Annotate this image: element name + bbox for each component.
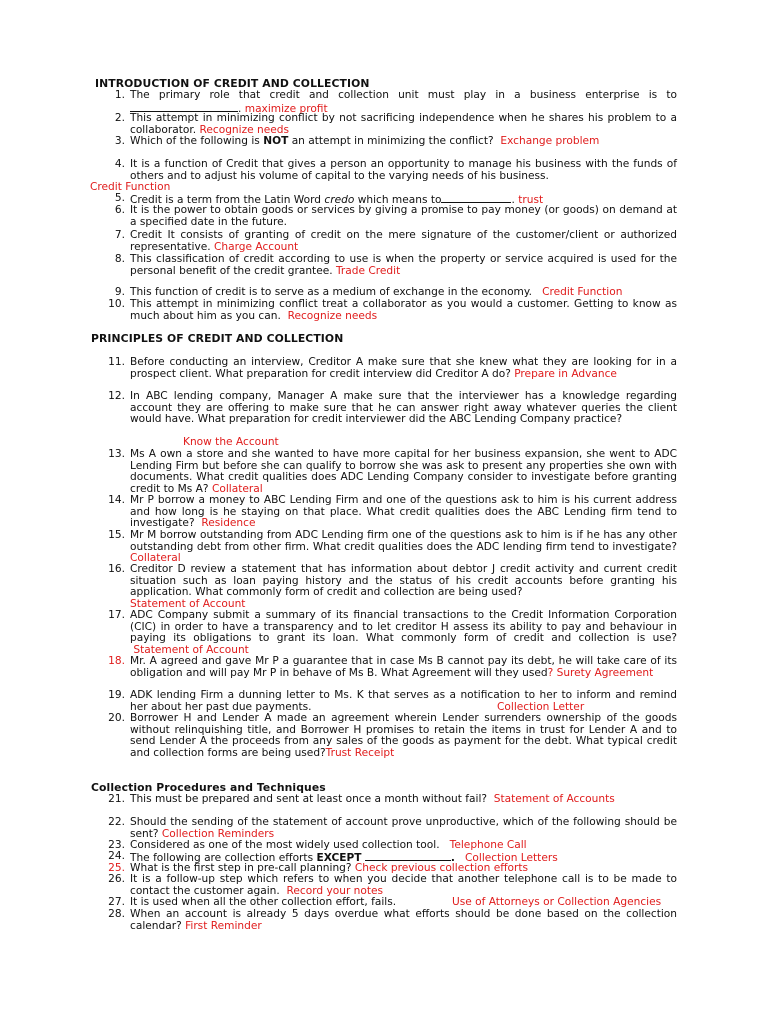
question-text: Ms A own a store and she wanted to have more capital for her business expansion, she went to ADC Lending Firm but before she can qualify to borrow she was ask to present any properties she own with documents. What credit qualities does ADC Lending Company consider to investigate before granting credit to Ms A?	[130, 448, 677, 495]
item-number: 19.	[108, 689, 125, 701]
section-heading-principles: PRINCIPLES OF CREDIT AND COLLECTION	[91, 332, 344, 345]
question-item	[114, 204, 677, 228]
question-item	[114, 229, 677, 253]
item-number: 7.	[114, 229, 125, 241]
item-number: 1.	[114, 89, 125, 101]
item-number: 21.	[108, 793, 125, 805]
question-text: It is a follow-up step which refers to when you decide that another telephone call is to be made to contact the customer again.	[130, 873, 677, 897]
question-text: It is used when all the other collection effort, fails.	[130, 896, 397, 908]
question-item	[114, 158, 677, 182]
answer-text: Collection Letters	[465, 852, 558, 864]
question-text: Credit is a term from the Latin Word	[130, 194, 322, 206]
item-number: 15.	[108, 529, 125, 541]
question-text: In ABC lending company, Manager A make sure that the interviewer has a knowledge regarding account they are offering to make sure that he can answer right away whatever queries the client would have. What preparation for credit interviewer did the ABC Lending Company practice?	[130, 390, 677, 426]
question-text: Mr P borrow a money to ABC Lending Firm and one of the questions ask to him is his current address and how long is he staying on that place. What credit qualities does the ABC Lending firm tend to investigate?	[130, 494, 677, 530]
item-number: 10.	[108, 298, 125, 310]
item-number: 18.	[108, 655, 125, 667]
item-number: 6.	[114, 204, 125, 216]
question-text: When an account is already 5 days overdue what efforts should be done based on the collection calendar?	[130, 908, 677, 932]
answer-text: maximize profit	[244, 102, 328, 115]
question-item: 1. The primary role that credit and collection unit must play in a business enterprise is to . maximize profit	[130, 90, 677, 115]
question-text: Considered as one of the most widely used collection tool.	[130, 839, 440, 851]
question-text: This attempt in minimizing conflict treat a collaborator as you would a customer. Getting to know as much about him as you can.	[130, 298, 677, 322]
answer-text: First Reminder	[185, 919, 262, 932]
answer-text: Telephone Call	[449, 839, 527, 851]
question-item	[108, 655, 677, 679]
item-number: 14.	[108, 494, 125, 506]
answer-text: Record your notes	[286, 884, 384, 897]
question-text: an attempt in minimizing the conflict?	[291, 135, 494, 147]
question-text: Mr M borrow outstanding from ADC Lending firm one of the questions ask to him is if he has any other outstanding debt from other firm. What credit qualities does the ADC lending firm tend to investigate?	[130, 529, 677, 553]
answer-text: Check previous collection efforts	[354, 862, 529, 874]
question-text: This attempt in minimizing conflict by not sacrificing independence when he shares his problem to a collaborator.	[130, 112, 677, 136]
question-item	[108, 873, 677, 897]
question-item	[114, 286, 677, 299]
question-text: This must be prepared and sent at least once a month without fail?	[130, 793, 488, 805]
section-heading-procedures: Collection Procedures and Techniques	[91, 781, 326, 794]
question-emphasis: NOT	[263, 135, 289, 147]
question-text: which means to	[357, 194, 442, 206]
question-item	[108, 356, 677, 380]
answer-text: Collateral	[211, 482, 263, 495]
answer-text: Collateral	[130, 552, 181, 565]
question-item	[108, 839, 677, 852]
answer-text: Exchange problem	[500, 135, 600, 147]
item-number: 16.	[108, 563, 125, 575]
question-text: The primary role that credit and collection unit must play in a business enterprise is to	[130, 89, 677, 101]
answer-blank	[441, 193, 511, 203]
question-item	[108, 390, 677, 426]
answer-text: ? Surety Agreement	[547, 666, 654, 679]
question-item	[108, 689, 677, 713]
question-item	[108, 793, 677, 806]
item-number: 11.	[108, 356, 125, 368]
answer-text: trust	[518, 194, 544, 206]
answer-text: Statement of Account	[133, 643, 249, 656]
answer-blank	[365, 851, 451, 861]
answer-text: Know the Account	[183, 436, 279, 448]
question-item	[114, 112, 677, 136]
question-item	[114, 253, 677, 277]
question-item	[108, 816, 677, 840]
question-text: The following are collection efforts	[130, 852, 314, 864]
question-text: ADC Company submit a summary of its financial transactions to the Credit Information Corporation (CIC) in order to have a transparency and to let creditor H assess its ability to pay and behaviour in paying its obligations to grant its loan. What commonly form of credit and collection is use?	[130, 609, 677, 645]
question-item	[108, 494, 677, 530]
question-text: ADK lending Firm a dunning letter to Ms. K that serves as a notification to her to inform and remind her about her past due payments.	[130, 689, 677, 713]
question-item	[108, 609, 677, 656]
item-number: 12.	[108, 390, 125, 402]
item-number: 13.	[108, 448, 125, 460]
item-number: 9.	[114, 286, 125, 298]
question-text: Mr. A agreed and gave Mr P a guarantee that in case Ms B cannot pay its debt, he will take care of its obligation and will pay Mr P in behave of Ms B. What Agreement will they used	[130, 655, 677, 679]
answer-text: Collection Letter	[497, 701, 585, 713]
item-number: 17.	[108, 609, 125, 621]
question-emphasis: EXCEPT	[316, 852, 362, 864]
question-item	[108, 529, 677, 565]
item-number: 3.	[114, 135, 125, 147]
item-number: 20.	[108, 712, 125, 724]
item-number: 23.	[108, 839, 125, 851]
question-text: Before conducting an interview, Creditor A make sure that she knew what they are looking for in a prospect client. What preparation for credit interview did Creditor A do?	[130, 356, 677, 380]
item-number: 25.	[108, 862, 125, 874]
question-text: Should the sending of the statement of account prove unproductive, which of the following should be sent?	[130, 816, 677, 840]
answer-text: Credit Function	[90, 181, 171, 193]
question-item	[108, 563, 677, 599]
question-item: 24. The following are collection efforts EXCEPT . Collection Letters	[130, 851, 677, 865]
item-number: 27.	[108, 896, 125, 908]
item-number: 22.	[108, 816, 125, 828]
question-text: This classification of credit according to use is when the property or service acquired is used for the personal benefit of the credit grantee.	[130, 253, 677, 277]
question-text: Credit It consists of granting of credit on the mere signature of the customer/client or authorized representative.	[130, 229, 677, 253]
answer-text: Collection Reminders	[161, 827, 275, 840]
question-item	[108, 448, 677, 495]
item-number: 26.	[108, 873, 125, 885]
answer-text: Trust Receipt	[325, 746, 395, 759]
question-text: This function of credit is to serve as a medium of exchange in the economy.	[130, 286, 533, 298]
question-item	[114, 135, 677, 148]
answer-text: Use of Attorneys or Collection Agencies	[452, 896, 662, 908]
question-item: 5. Credit is a term from the Latin Word credo which means to . trust	[130, 193, 677, 207]
answer-text: Prepare in Advance	[514, 367, 617, 380]
question-text: Creditor D review a statement that has information about debtor J credit activity and current credit situation such as loan paying history and the status of his credit accounts before granting his application. What commonly form of credit and collection are being used?	[130, 563, 677, 599]
answer-text: Statement of Account	[130, 598, 246, 610]
question-text: What is the first step in pre-call planning?	[130, 862, 352, 874]
section-heading-intro: INTRODUCTION OF CREDIT AND COLLECTION	[95, 77, 370, 90]
answer-text: Residence	[201, 517, 256, 530]
item-number: 8.	[114, 253, 125, 265]
question-item	[108, 908, 677, 932]
question-text: It is a function of Credit that gives a person an opportunity to manage his business with the funds of others and to adjust his volume of capital to the varying needs of his business.	[130, 158, 677, 182]
question-item	[108, 712, 677, 759]
question-text: Which of the following is	[130, 135, 260, 147]
item-number: 5.	[114, 192, 125, 204]
answer-text: Charge Account	[214, 240, 299, 253]
answer-text: Recognize needs	[199, 123, 290, 136]
answer-text: Credit Function	[542, 286, 623, 298]
item-number: 24.	[108, 850, 125, 862]
question-text: It is the power to obtain goods or services by giving a promise to pay money (or goods) on demand at a specified date in the future.	[130, 204, 677, 228]
latin-word: credo	[324, 194, 355, 206]
answer-text: Recognize needs	[287, 309, 378, 322]
answer-text: Statement of Accounts	[493, 793, 615, 805]
question-text: Borrower H and Lender A made an agreement wherein Lender surrenders ownership of the goods without relinquishing title, and Borrower H promises to retain the items in trust for Lender A and to send Lender A the proceeds from any sales of the goods as payment for the debt. What typical credit and collection forms are being used?	[130, 712, 677, 759]
item-number: 4.	[114, 158, 125, 170]
answer-text: Trade Credit	[336, 264, 401, 277]
item-number: 2.	[114, 112, 125, 124]
question-item	[108, 298, 677, 322]
answer-blank	[130, 102, 238, 112]
question-item	[108, 896, 677, 909]
item-number: 28.	[108, 908, 125, 920]
